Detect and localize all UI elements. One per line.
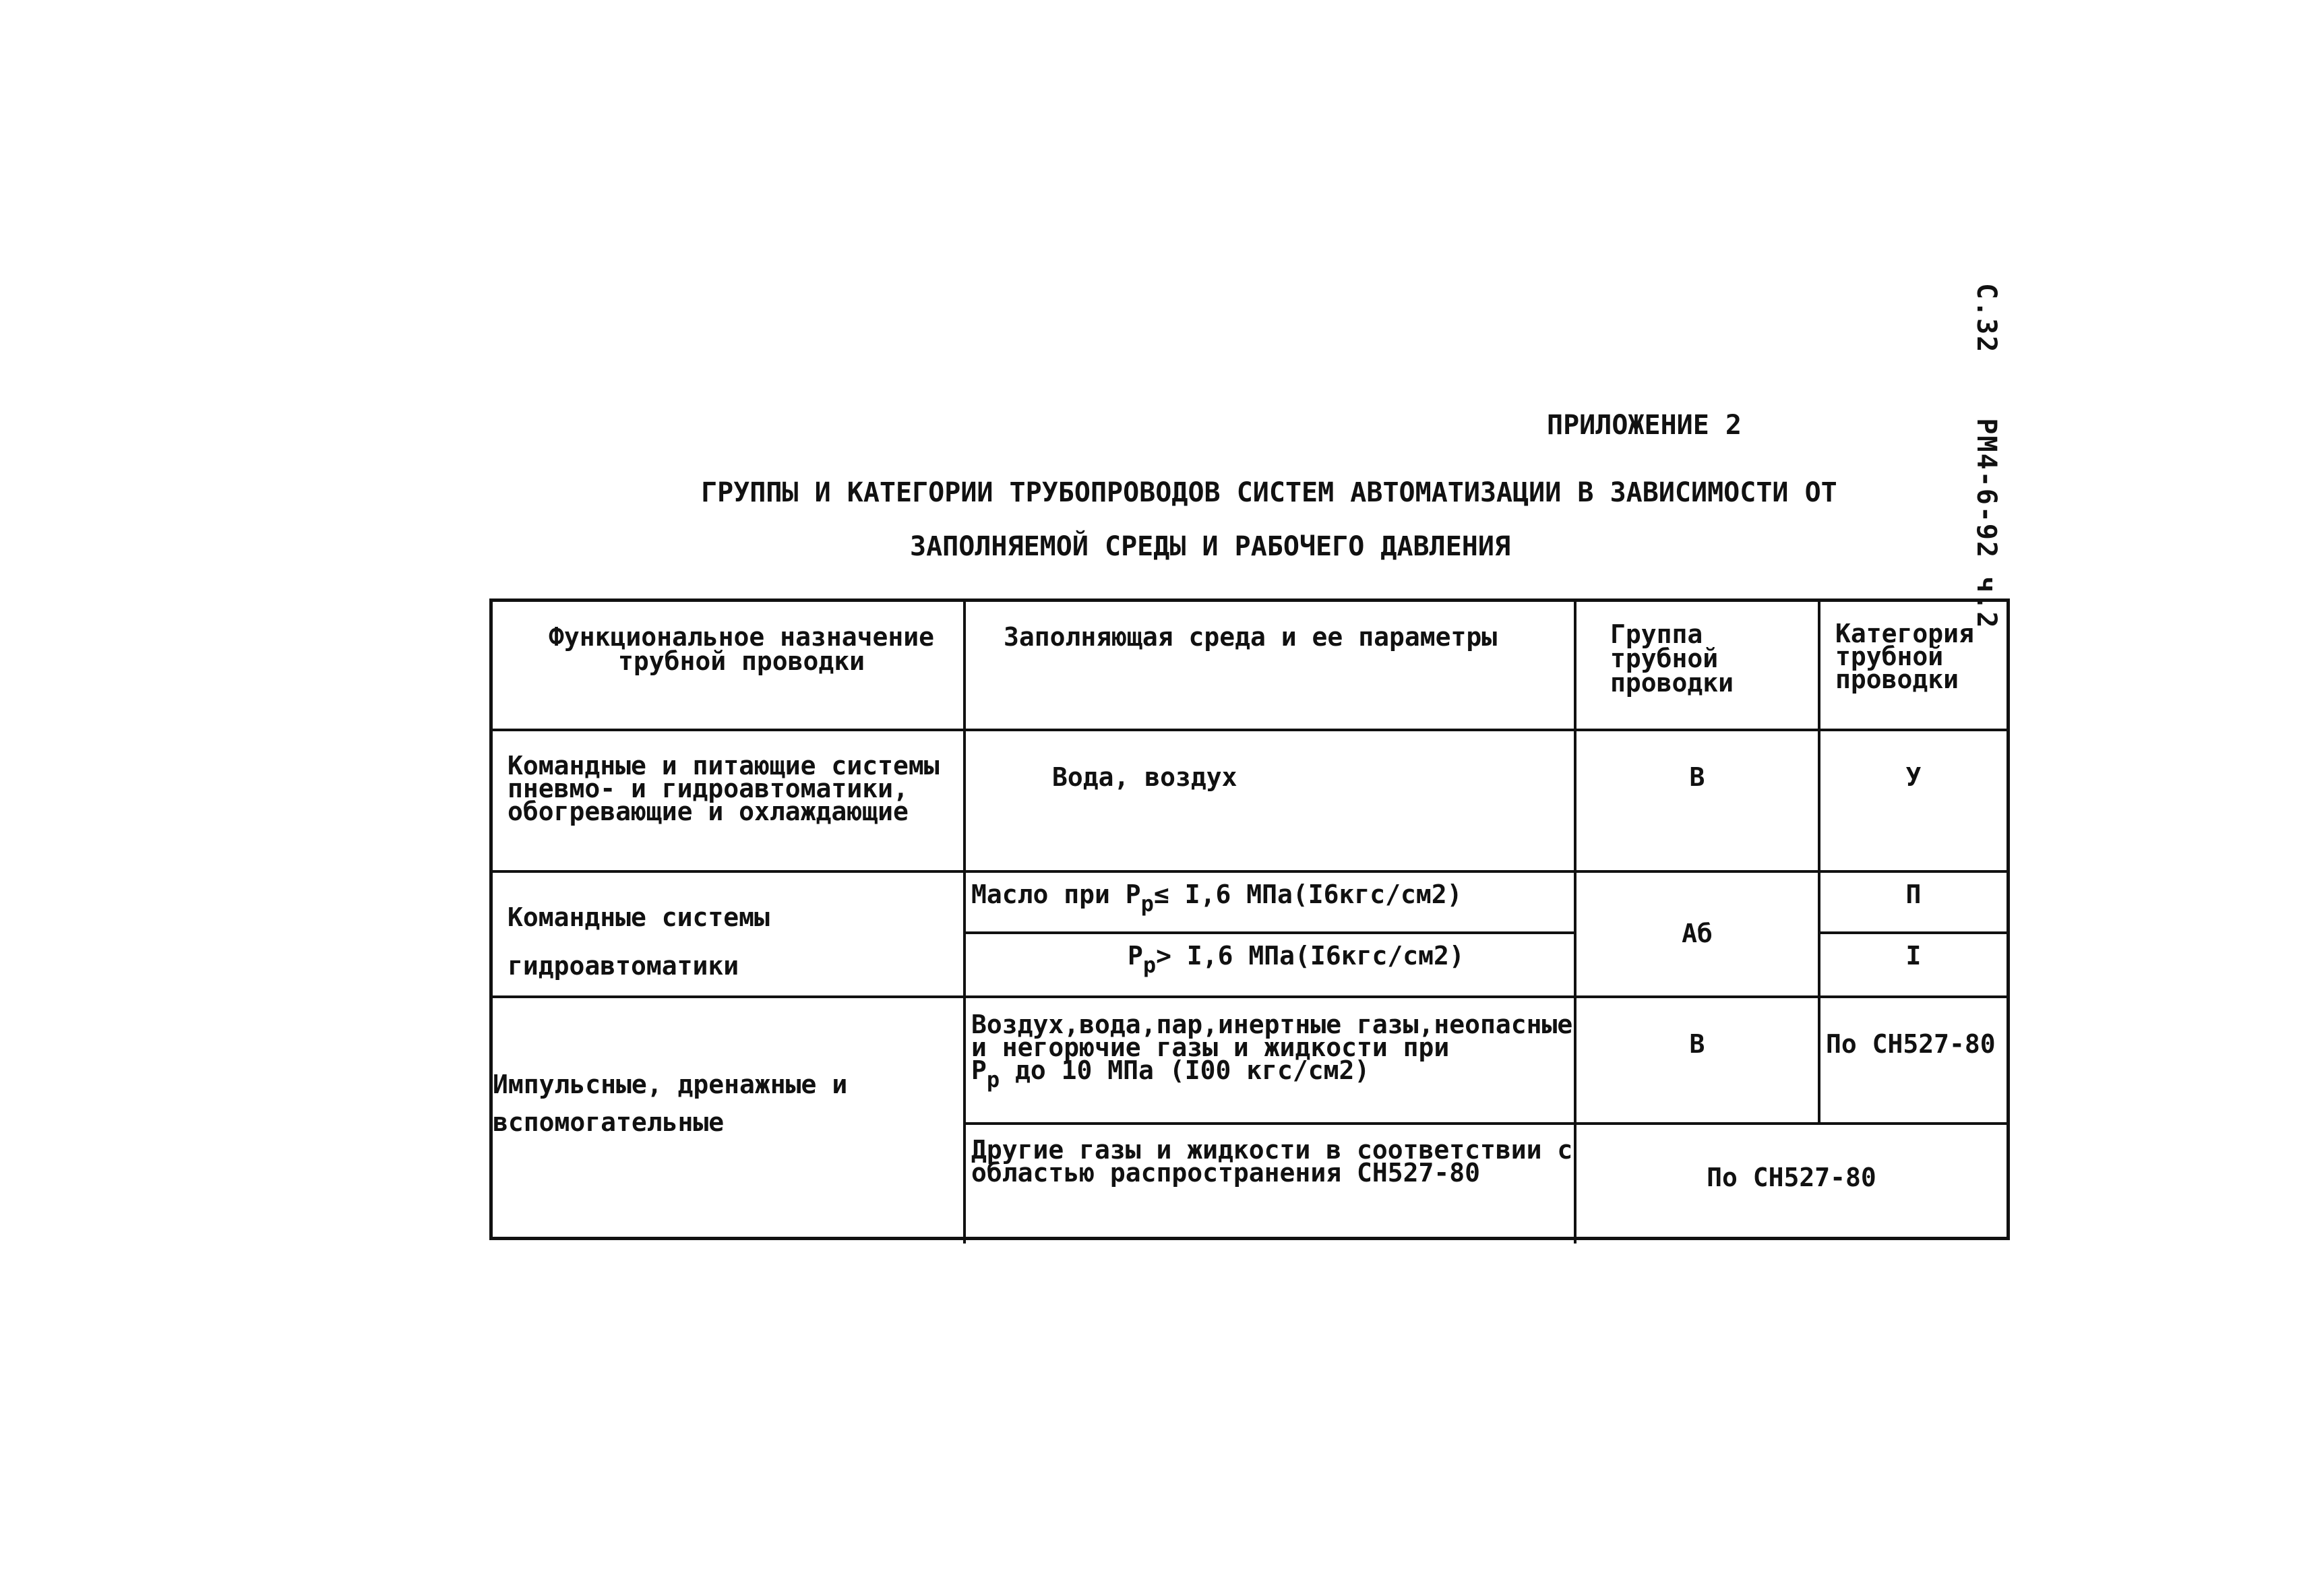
row3-group-category-b: По СН527-80 (1707, 1163, 1876, 1192)
appendix-label: ПРИЛОЖЕНИЕ 2 (1547, 410, 1742, 441)
row1-category: У (1820, 731, 2007, 873)
page-number: С.32 (1971, 283, 2002, 354)
header-medium: Заполняющая среда и ее параметры (966, 602, 1576, 731)
header-category: Категория трубной проводки (1820, 602, 2007, 731)
document-designation: РМ4-6-92 ч.2 (1971, 418, 2002, 630)
pipeline-categories-table (489, 598, 2010, 1240)
table-title-line-2: ЗАПОЛНЯЕМОЙ СРЕДЫ И РАБОЧЕГО ДАВЛЕНИЯ (910, 531, 1511, 562)
header-group: Группа трубной проводки (1576, 602, 1820, 731)
row1-medium: Вода, воздух (966, 731, 1576, 873)
row2-purpose: Командные системы гидроавтоматики (493, 873, 966, 998)
row2-medium (966, 873, 1576, 998)
row3-medium-b: Другие газы и жидкости в соответствии с областью распространения СН527-80 (966, 1125, 1576, 1244)
row3-category-a: По СН527-80 (1820, 998, 2007, 1125)
row3-medium-a: Воздух,вода,пар,инертные газы,неопасные и негорючие газы и жидкости при $P_р$ до 10 МПа (I00 кгс/см2) (966, 998, 1576, 1125)
row2-category-high: I (1905, 941, 1922, 971)
row3-group-a: В (1576, 998, 1820, 1125)
header-purpose: Функциональное назначение трубной проводки (493, 602, 966, 731)
row2-category-low: П (1820, 873, 2007, 934)
table-title-line-1: ГРУППЫ И КАТЕГОРИИ ТРУБОПРОВОДОВ СИСТЕМ АВТОМАТИЗАЦИИ В ЗАВИСИМОСТИ ОТ (701, 477, 1837, 508)
row2-group: Аб (1576, 873, 1820, 998)
row2-category (1820, 873, 2007, 998)
row2-medium-low-pressure: Масло при $P_р\le I,6$ МПа(I6кгс/см2) (966, 873, 1574, 934)
row1-purpose: Командные и питающие системы пневмо- и гидроавтоматики, обогревающие и охлаждающие (493, 731, 966, 873)
row1-group: В (1576, 731, 1820, 873)
row3-purpose: Импульсные, дренажные и вспомогательные (493, 998, 966, 1244)
row2-medium-high-pressure: $P_р> I,6$ МПа(I6кгс/см2) (1128, 941, 1465, 978)
